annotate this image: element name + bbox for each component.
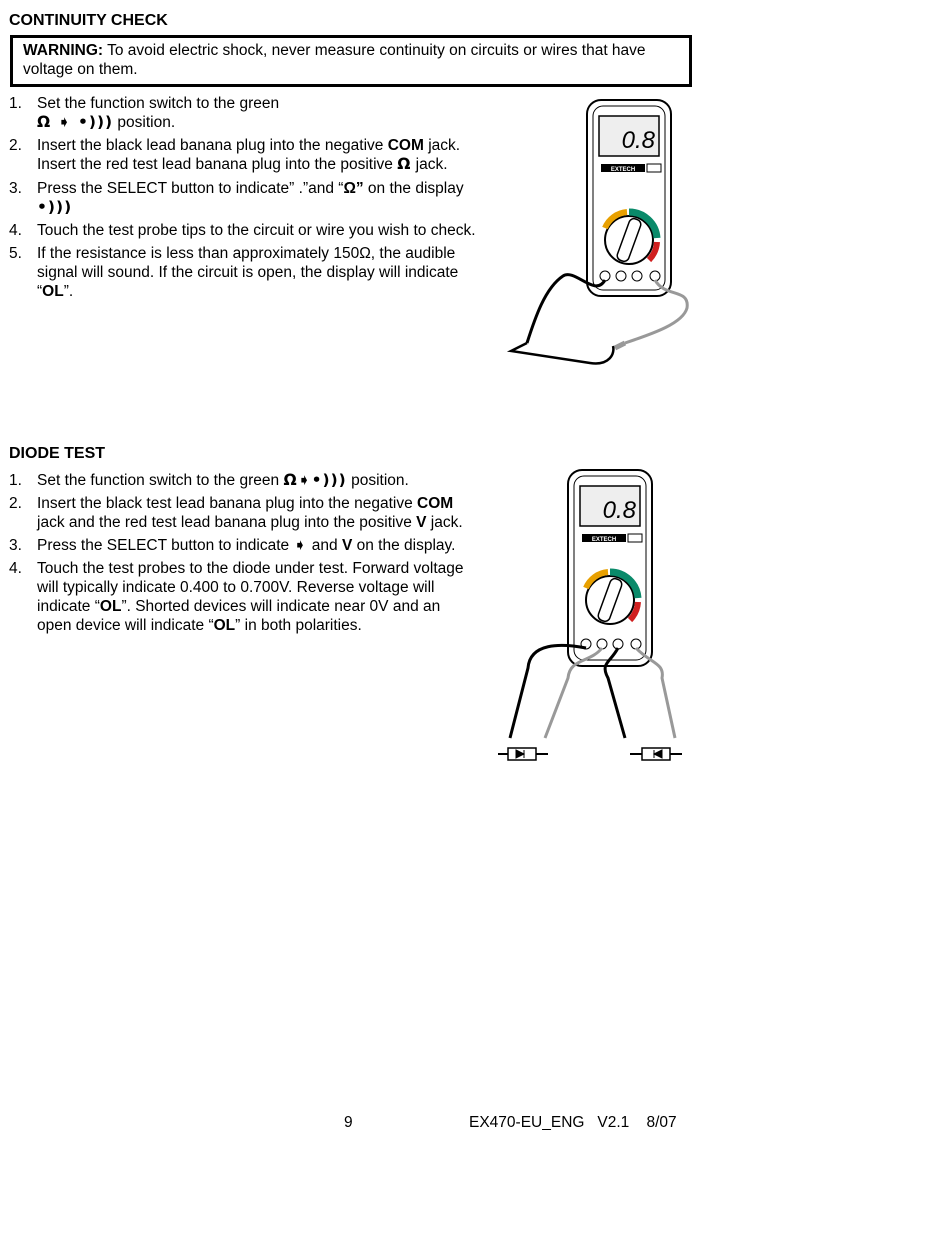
continuity-heading: CONTINUITY CHECK bbox=[9, 12, 168, 29]
diode-icon: ➧ bbox=[293, 536, 308, 554]
meter-display: 0.8 bbox=[602, 497, 636, 524]
list-item: 1. Set the function switch to the green Ω➧•))) position. bbox=[9, 471, 409, 489]
list-item: 3. Press the SELECT button to indicate” .”and “Ω” on the display •))) bbox=[9, 180, 464, 216]
continuity-symbol-icon: Ω ➧ •))) bbox=[37, 113, 114, 131]
meter-display: 0.8 bbox=[621, 127, 655, 154]
continuity-steps bbox=[9, 94, 489, 301]
warning-box bbox=[10, 35, 692, 87]
list-item: 4. Touch the test probe tips to the circuit or wire you wish to check. bbox=[9, 222, 476, 239]
list-item: 3. Press the SELECT button to indicate ➧ and V on the display. bbox=[9, 536, 456, 554]
list-item: 2. Insert the black lead banana plug into the negative COM jack. Insert the red test lead banana plug into the positive Ω jack. bbox=[9, 137, 461, 173]
warning-label: WARNING: bbox=[23, 42, 104, 59]
multimeter-body bbox=[587, 100, 671, 296]
list-item: 1. Set the function switch to the green Ω ➧ •))) position. bbox=[9, 95, 280, 131]
continuity-meter-illustration bbox=[505, 98, 695, 373]
ohm-icon: Ω bbox=[397, 155, 412, 173]
audible-icon: •))) bbox=[37, 198, 73, 216]
warning-text: To avoid electric shock, never measure continuity on circuits or wires that have voltage on them. bbox=[23, 42, 646, 78]
diode-steps bbox=[9, 471, 479, 635]
list-item: 5. If the resistance is less than approximately 150Ω, the audible signal will sound. If the circuit is open, the display will indicate “OL”. bbox=[9, 245, 459, 300]
list-item: 2. Insert the black test lead banana plug into the negative COM jack and the red test lead banana plug into the positive V jack. bbox=[9, 495, 463, 531]
meter-brand: EXTECH bbox=[610, 167, 636, 173]
diode-meter-illustration bbox=[490, 468, 690, 768]
meter-brand: EXTECH bbox=[591, 537, 617, 543]
diode-symbol-icon: Ω➧•))) bbox=[283, 471, 347, 489]
multimeter-body bbox=[568, 470, 652, 666]
list-item: 4. Touch the test probes to the diode under test. Forward voltage will typically indicate 0.400 to 0.700V. Reverse voltage will indicate “OL”. Shorted devices will indicate near 0V and an open device will indicate “OL” in both polarities. bbox=[9, 560, 464, 634]
page-number: 9 bbox=[344, 1114, 353, 1131]
diode-heading: DIODE TEST bbox=[9, 445, 106, 462]
document-id: EX470-EU_ENG V2.1 8/07 bbox=[469, 1114, 677, 1131]
